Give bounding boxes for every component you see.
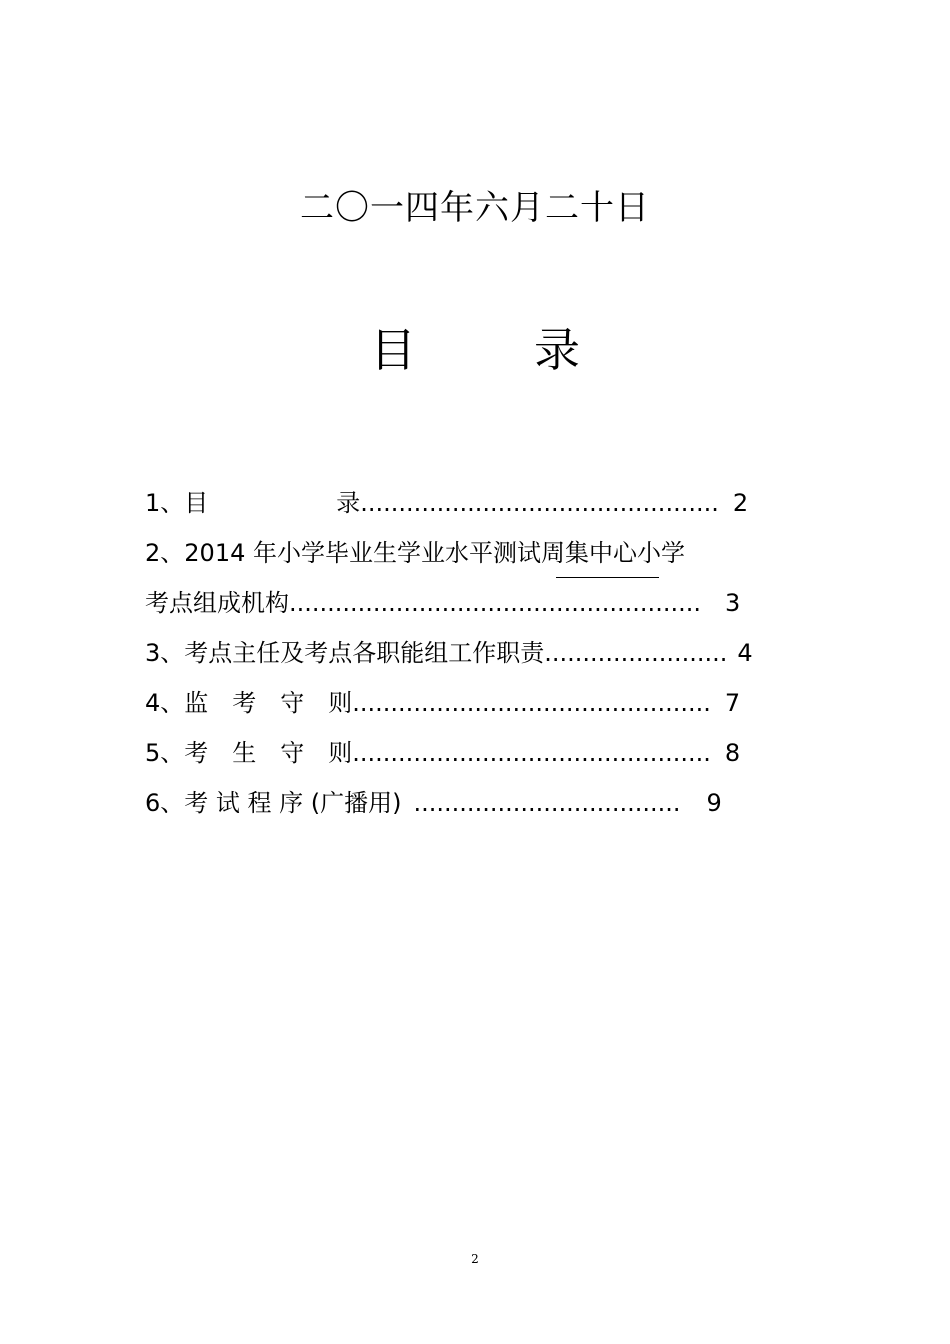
toc-entry-page: 4 (737, 639, 753, 667)
toc-entry-page: 8 (724, 739, 741, 767)
toc-title-char-2: 录 (534, 323, 580, 377)
toc-entry-number: 5、 (145, 739, 185, 767)
toc-entry-leader-dots: ............................................... (352, 739, 711, 767)
toc-entry-number: 1、 (145, 489, 185, 517)
toc-entry-label: 考 试 程 序 (广播用) (184, 789, 402, 817)
toc-entry-page: 7 (724, 689, 741, 717)
toc-entry-6[interactable] (145, 787, 722, 819)
toc-entry-3[interactable] (145, 637, 753, 669)
toc-entry-4[interactable] (145, 687, 740, 719)
toc-entry-label: 监 考 守 则 (184, 689, 353, 717)
toc-entry-number: 3、 (145, 639, 185, 667)
toc-title-char-1: 目 (370, 323, 416, 377)
toc-entry-5[interactable] (145, 737, 740, 769)
toc-entry-leader-dots: ................................... (413, 789, 681, 817)
toc-entry-leader-dots: ............................................... (352, 689, 711, 717)
toc-entry-2[interactable] (145, 537, 685, 569)
toc-entry-1[interactable] (145, 487, 748, 519)
toc-entry-leader-dots: ........................ (544, 639, 728, 667)
toc-entry-label: 考 生 守 则 (184, 739, 353, 767)
toc-title (0, 322, 950, 378)
toc-entry-label: 目 (184, 489, 209, 517)
underline-mark (556, 577, 659, 578)
toc-entry-leader-dots: ............................................... (360, 489, 719, 517)
toc-entry-number: 2、 (145, 539, 185, 567)
toc-entry-leader-dots: ...................................................... (289, 589, 701, 617)
toc-entry-label: 考点组成机构 (145, 589, 289, 617)
toc-entry-label: 录 (336, 489, 361, 517)
page-number: 2 (471, 1252, 479, 1266)
toc-entry-page: 2 (732, 489, 749, 517)
toc-entry-label: 2014 年小学毕业生学业水平测试周集中心小学 (184, 539, 685, 567)
toc-entry-page: 3 (724, 589, 741, 617)
toc-entry-number: 6、 (145, 789, 185, 817)
toc-entry-number: 4、 (145, 689, 185, 717)
toc-entry-2-continued[interactable] (145, 587, 740, 619)
date-line: 二〇一四年六月二十日 (300, 188, 650, 228)
toc-entry-page: 9 (706, 789, 722, 817)
toc-entry-label: 考点主任及考点各职能组工作职责 (184, 639, 545, 667)
